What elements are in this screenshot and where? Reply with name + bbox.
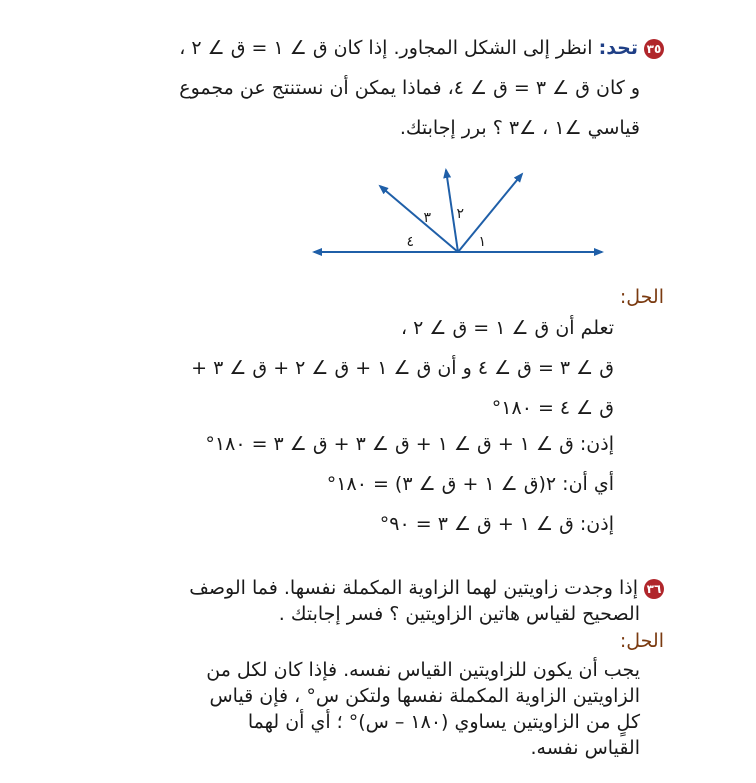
sol35-line-4: إذن: ق ∠ ١ + ق ∠ ١ + ق ∠ ٣ + ق ∠ ٣ = ١٨٠°: [205, 433, 614, 455]
q36-text-1: إذا وجدت زاويتين لهما الزاوية المكملة نفسها. فما الوصف: [189, 577, 638, 599]
sol36-line-1: يجب أن يكون للزاويتين القياس نفسه. فإذا كان لكل من: [206, 659, 640, 681]
angle-figure: [300, 160, 620, 270]
q35-line1: [179, 36, 664, 60]
q36-line2: الصحيح لقياس هاتين الزاويتين ؟ فسر إجابتك .: [278, 603, 640, 625]
ray-upper-right: [458, 174, 522, 252]
sol36-line-2: الزاويتين الزاوية المكملة نفسها ولتكن س° ، فإن قياس: [209, 685, 640, 707]
sol35-line-2: ق ∠ ٣ = ق ∠ ٤ و أن ق ∠ ١ + ق ∠ ٢ + ق ∠ ٣ +: [191, 357, 614, 379]
q35-text-1: انظر إلى الشكل المجاور. إذا كان ق ∠ ١ = ق ∠ ٢ ،: [179, 37, 593, 59]
angle-label-4: ٤: [406, 234, 414, 250]
q35-number-badge: ٣٥: [644, 39, 664, 59]
sol36-label: الحل:: [619, 630, 664, 652]
sol35-line-1: تعلم أن ق ∠ ١ = ق ∠ ٢ ،: [400, 317, 614, 339]
q35-challenge-label: تحد:: [598, 37, 638, 59]
q36-number-badge: ٣٦: [644, 579, 664, 599]
sol35-line-5: أي أن: ٢(ق ∠ ١ + ق ∠ ٣) = ١٨٠°: [326, 473, 614, 495]
angle-label-3: ٣: [423, 210, 431, 226]
sol35-line-6: إذن: ق ∠ ١ + ق ∠ ٣ = ٩٠°: [379, 513, 614, 535]
ray-upper-left: [380, 186, 458, 252]
sol35-line-3: ق ∠ ٤ = ١٨٠°: [491, 397, 614, 419]
q36-line1: [189, 576, 664, 600]
sol36-line-3: كلٍ من الزاويتين يساوي (١٨٠ – س)° ؛ أي أن لهما: [247, 711, 640, 733]
q35-line3: قياسي ∠١ ، ∠٣ ؟ برر إجابتك.: [399, 117, 640, 139]
sol35-label: الحل:: [619, 286, 664, 308]
q35-line2: و كان ق ∠ ٣ = ق ∠ ٤، فماذا يمكن أن نستنتج عن مجموع: [179, 77, 640, 99]
sol36-line-4: القياس نفسه.: [530, 737, 640, 759]
angle-label-1: ١: [478, 234, 486, 250]
angle-label-2: ٢: [456, 206, 464, 222]
